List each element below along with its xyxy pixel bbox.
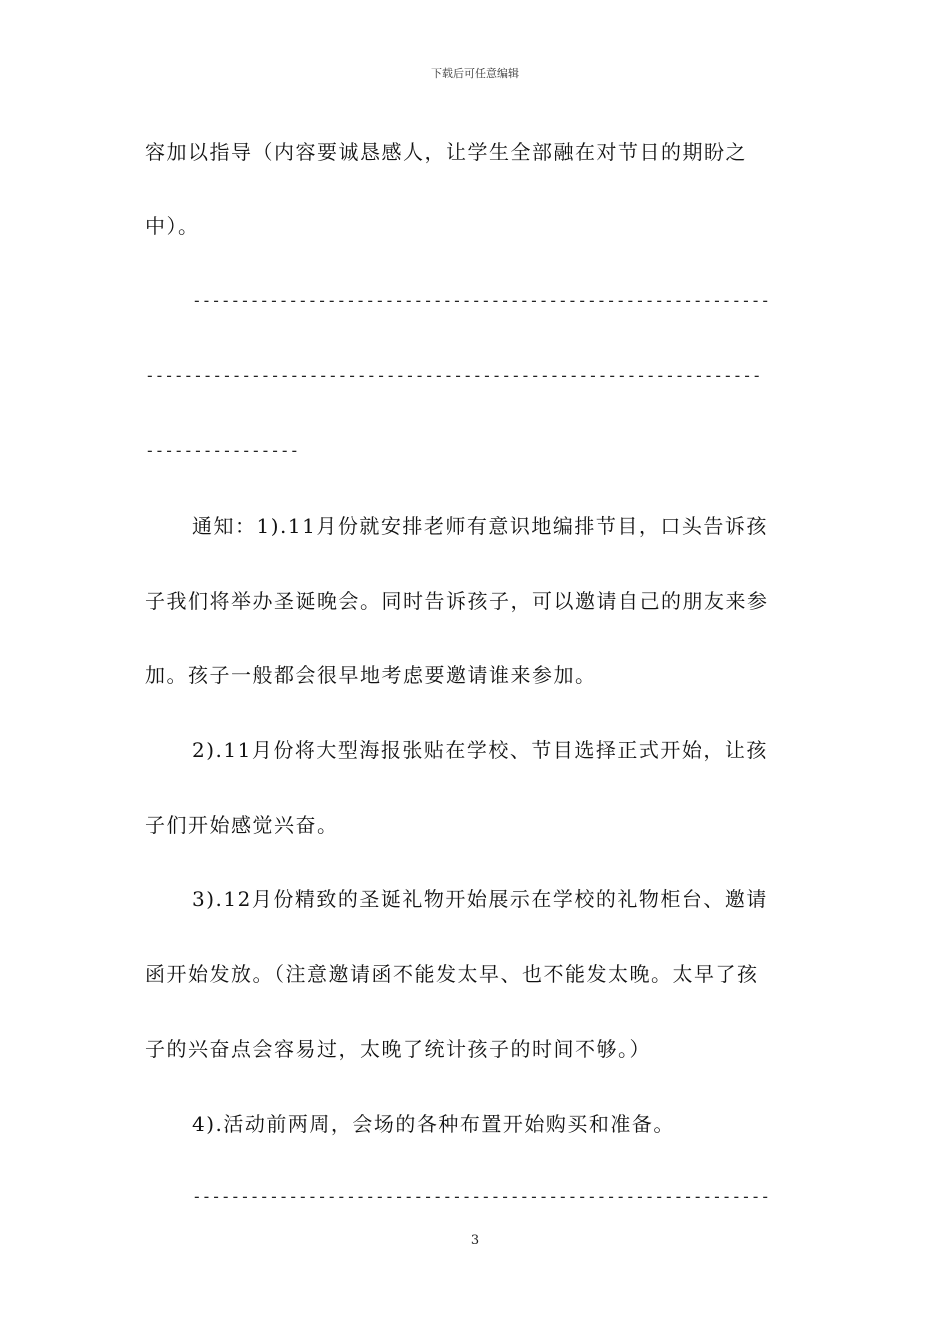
body-line: 加。孩子一般都会很早地考虑要邀请谁来参加。 <box>145 663 597 687</box>
body-line: 4).活动前两周，会场的各种布置开始购买和准备。 <box>192 1112 675 1136</box>
body-line: 中）。 <box>145 214 200 238</box>
body-line: 子的兴奋点会容易过，太晚了统计孩子的时间不够。） <box>145 1037 651 1061</box>
body-line: 2).11月份将大型海报张贴在学校、节目选择正式开始，让孩 <box>192 738 768 762</box>
body-line: 容加以指导（内容要诚恳感人，让学生全部融在对节日的期盼之 <box>145 140 747 164</box>
body-line: 子们开始感觉兴奋。 <box>145 813 339 837</box>
separator-line: ------------------------------------------------------------ <box>192 291 770 310</box>
page-header: 下载后可任意编辑 <box>431 67 519 80</box>
separator-line: ------------------------------------------------------------ <box>192 1187 770 1206</box>
separator-line: ---------------- <box>145 441 300 460</box>
page-number: 3 <box>470 1233 480 1248</box>
body-line: 通知：1).11月份就安排老师有意识地编排节目，口头告诉孩 <box>192 514 768 538</box>
separator-line: ---------------------------------------------------------------- <box>145 366 762 385</box>
body-line: 3).12月份精致的圣诞礼物开始展示在学校的礼物柜台、邀请 <box>192 887 768 911</box>
body-line: 函开始发放。（注意邀请函不能发太早、也不能发太晚。太早了孩 <box>145 962 759 986</box>
body-line: 子我们将举办圣诞晚会。同时告诉孩子，可以邀请自己的朋友来参 <box>145 589 769 613</box>
